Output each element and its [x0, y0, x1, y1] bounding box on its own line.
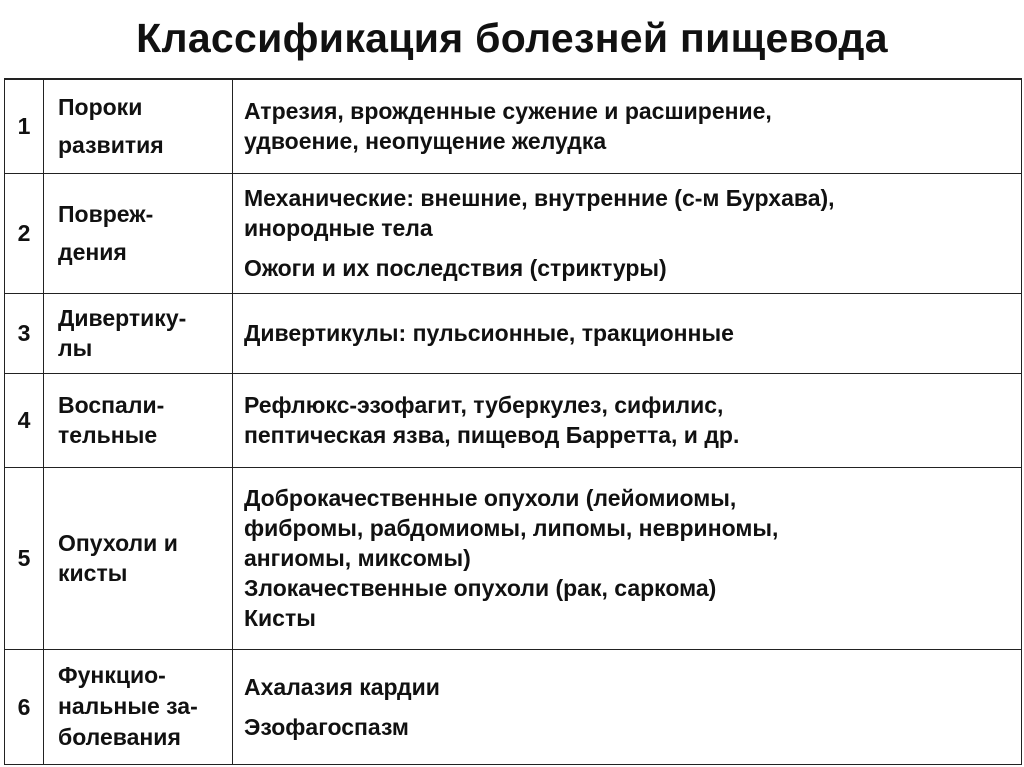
category-line: Дивертику-	[58, 305, 187, 331]
table-row	[5, 467, 1022, 649]
category-line: Опухоли и	[58, 530, 178, 556]
description-line: Ахалазия кардии	[244, 673, 440, 700]
description-line: инородные тела	[244, 215, 433, 241]
category-line: лы	[58, 335, 93, 361]
description-cell	[233, 467, 1022, 649]
description-cell	[233, 373, 1022, 467]
page-title: Классификация болезней пищевода	[136, 15, 888, 61]
description-line: Дивертикулы: пульсионные, тракционные	[244, 320, 734, 346]
row-number: 4	[5, 373, 44, 467]
category-line: дения	[58, 239, 127, 265]
description-line: фибромы, рабдомиомы, липомы, невриномы,	[244, 515, 779, 541]
table-row	[5, 649, 1022, 764]
category-cell	[44, 373, 233, 467]
description-cell	[233, 649, 1022, 764]
description-line: Атрезия, врожденные сужение и расширение,	[244, 98, 772, 125]
description-line: Ожоги и их последствия (стриктуры)	[244, 255, 667, 281]
table-row	[5, 373, 1022, 467]
category-line: Пороки	[58, 94, 143, 121]
row-number: 6	[5, 649, 44, 764]
classification-table	[4, 78, 1022, 765]
category-line: кисты	[58, 560, 128, 586]
category-cell	[44, 649, 233, 764]
description-cell	[233, 293, 1022, 373]
category-cell	[44, 173, 233, 293]
table-row	[5, 79, 1022, 173]
row-number: 1	[5, 79, 44, 173]
category-cell	[44, 293, 233, 373]
category-line: Воспали-	[58, 392, 165, 418]
description-line: Кисты	[244, 605, 316, 631]
description-line: пептическая язва, пищевод Барретта, и др.	[244, 422, 740, 448]
category-line: Функцио-	[58, 662, 166, 688]
category-line: Повреж-	[58, 201, 154, 227]
description-cell	[233, 173, 1022, 293]
table-row	[5, 293, 1022, 373]
category-cell	[44, 467, 233, 649]
category-cell	[44, 79, 233, 173]
description-line: Эзофагоспазм	[244, 713, 409, 740]
description-line: Механические: внешние, внутренние (с-м Бурхава),	[244, 185, 835, 211]
description-line: Доброкачественные опухоли (лейомиомы,	[244, 485, 737, 511]
description-line: удвоение, неопущение желудка	[244, 128, 607, 155]
category-line: тельные	[58, 422, 158, 448]
description-line: Злокачественные опухоли (рак, саркома)	[244, 575, 717, 601]
row-number: 2	[5, 173, 44, 293]
description-line: Рефлюкс-эзофагит, туберкулез, сифилис,	[244, 392, 724, 418]
category-line: развития	[58, 132, 164, 159]
description-line: ангиомы, миксомы)	[244, 545, 471, 571]
category-line: нальные за-	[58, 693, 198, 719]
description-cell	[233, 79, 1022, 173]
category-line: болевания	[58, 724, 181, 750]
row-number: 5	[5, 467, 44, 649]
row-number: 3	[5, 293, 44, 373]
table-row	[5, 173, 1022, 293]
